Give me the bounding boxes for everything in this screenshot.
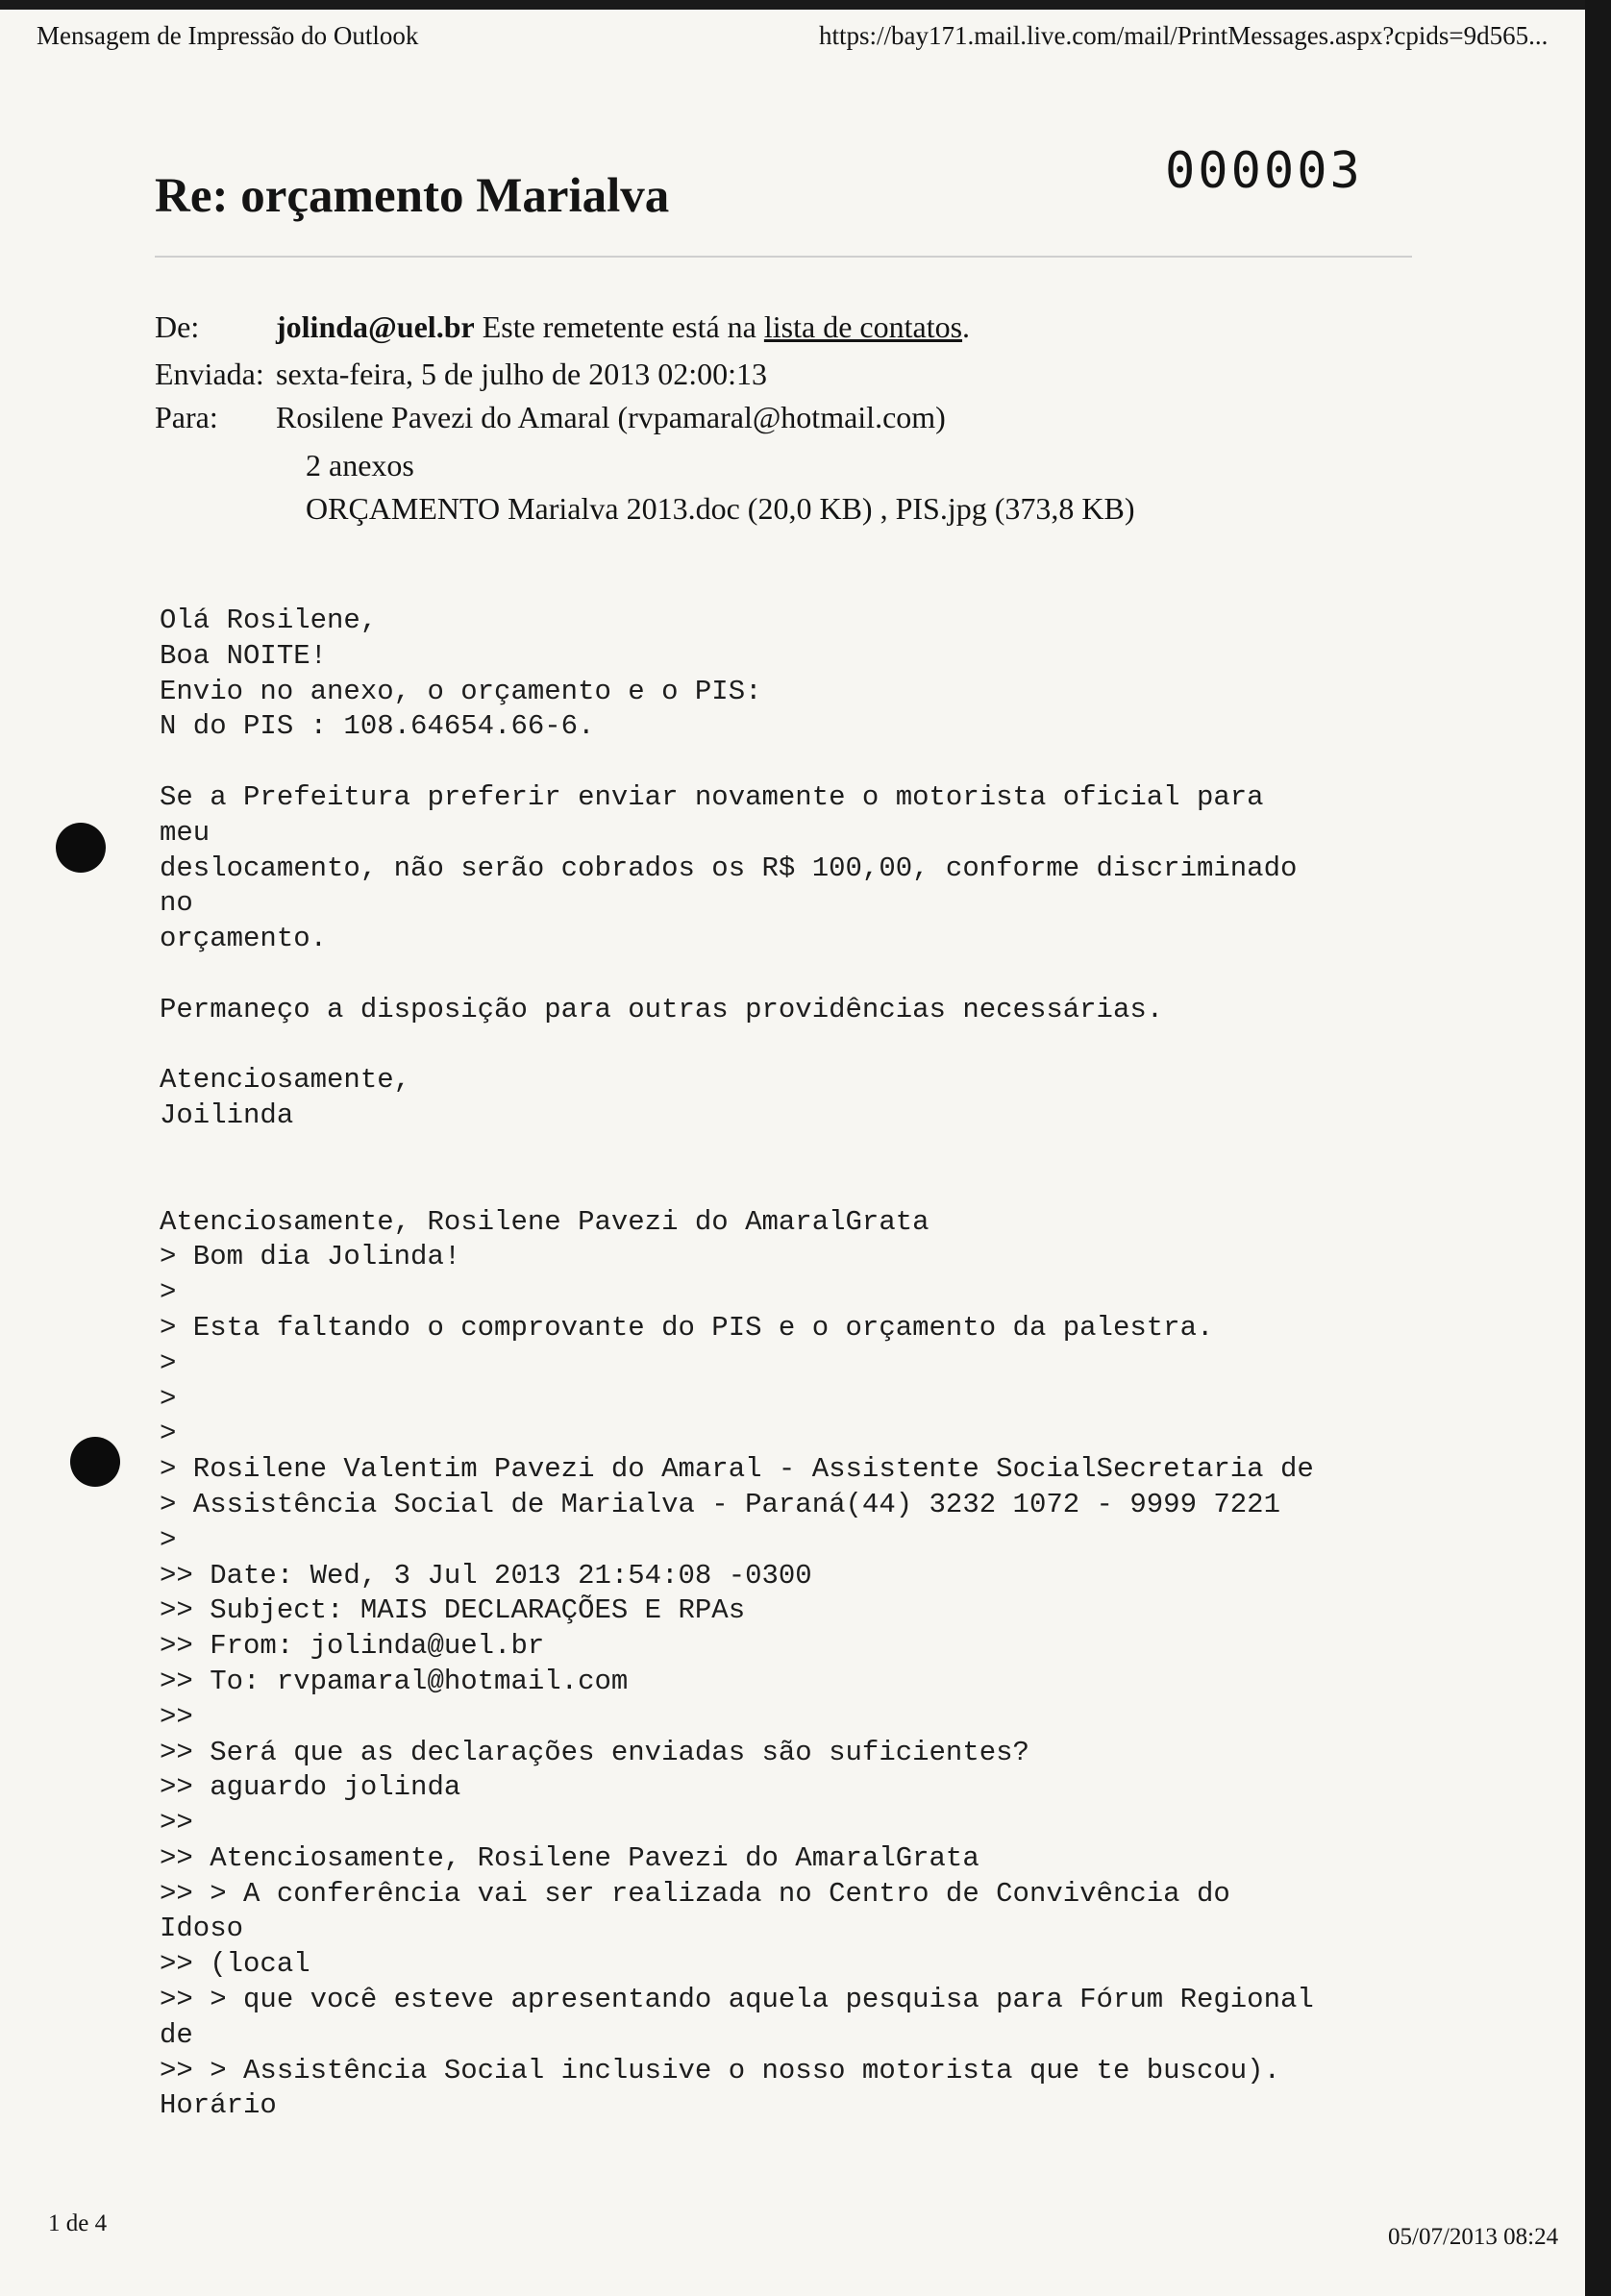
body-line: >> Subject: MAIS DECLARAÇÕES E RPAs <box>160 1594 746 1627</box>
scan-border-right <box>1585 0 1611 2296</box>
scan-border-top <box>0 0 1611 10</box>
body-line: Atenciosamente, Rosilene Pavezi do AmaralGrata <box>160 1205 929 1238</box>
body-line: > <box>160 1382 177 1415</box>
punch-hole-bottom <box>70 1437 120 1487</box>
message-body <box>160 604 1314 2124</box>
body-line: >> <box>160 1700 193 1733</box>
body-line: >> aguardo jolinda <box>160 1771 461 1804</box>
punch-hole-top <box>56 823 106 873</box>
document-number-stamp: 000003 <box>1165 142 1363 200</box>
body-line: >> From: jolinda@uel.br <box>160 1630 545 1663</box>
body-line: Permaneço a disposição para outras providências necessárias. <box>160 993 1164 1025</box>
body-line: >> Atenciosamente, Rosilene Pavezi do AmaralGrata <box>160 1841 979 1874</box>
body-line: > <box>160 1346 177 1379</box>
from-label: De: <box>155 309 200 344</box>
body-line: >> > que você esteve apresentando aquela pesquisa para Fórum Regional <box>160 1984 1314 2016</box>
body-line: de <box>160 2018 193 2051</box>
body-line: >> Date: Wed, 3 Jul 2013 21:54:08 -0300 <box>160 1559 812 1592</box>
body-line: >> Será que as declarações enviadas são suficientes? <box>160 1736 1029 1768</box>
page-number: 1 de 4 <box>48 2210 108 2236</box>
body-line: Idoso <box>160 1913 244 1945</box>
body-line <box>160 1028 1314 1064</box>
to-label: Para: <box>155 400 218 434</box>
from-note-suffix: . <box>962 309 971 344</box>
body-line: > <box>160 1276 177 1309</box>
body-line: N do PIS : 108.64654.66-6. <box>160 710 595 743</box>
body-line <box>160 1170 1314 1205</box>
body-line: >> To: rvpamaral@hotmail.com <box>160 1665 629 1697</box>
body-line: > Bom dia Jolinda! <box>160 1241 461 1273</box>
body-line <box>160 1134 1314 1170</box>
body-line: > Rosilene Valentim Pavezi do Amaral - Assistente SocialSecretaria de <box>160 1453 1314 1486</box>
body-line: Se a Prefeitura preferir enviar novamente o motorista oficial para <box>160 780 1264 813</box>
body-line: Joilinda <box>160 1099 294 1132</box>
body-line: > Esta faltando o comprovante do PIS e o orçamento da palestra. <box>160 1311 1214 1344</box>
sent-value: sexta-feira, 5 de julho de 2013 02:00:13 <box>276 357 767 391</box>
from-note-prefix: Este remetente está na <box>482 309 756 344</box>
body-line: > <box>160 1523 177 1556</box>
body-line: Horário <box>160 2089 277 2122</box>
sent-label: Enviada: <box>155 357 264 391</box>
body-line: meu <box>160 816 211 849</box>
from-address: jolinda@uel.br <box>276 309 475 344</box>
print-header-title: Mensagem de Impressão do Outlook <box>37 21 419 50</box>
body-line <box>160 745 1314 780</box>
body-line: no <box>160 887 193 920</box>
contact-list-link[interactable]: lista de contatos <box>763 309 963 344</box>
body-line: orçamento. <box>160 923 328 955</box>
body-line: Boa NOITE! <box>160 639 328 672</box>
body-line <box>160 957 1314 993</box>
body-line: Envio no anexo, o orçamento e o PIS: <box>160 675 762 707</box>
print-datetime: 05/07/2013 08:24 <box>1388 2224 1559 2250</box>
body-line: > <box>160 1418 177 1450</box>
message-subject: Re: orçamento Marialva <box>155 169 670 223</box>
print-header-url: https://bay171.mail.live.com/mail/PrintMessages.aspx?cpids=9d565... <box>819 21 1549 50</box>
to-value: Rosilene Pavezi do Amaral (rvpamaral@hotmail.com) <box>276 400 946 434</box>
title-divider <box>155 256 1412 258</box>
from-line <box>276 309 970 345</box>
body-line: >> > A conferência vai ser realizada no Centro de Convivência do <box>160 1877 1230 1910</box>
attachments-list[interactable]: ORÇAMENTO Marialva 2013.doc (20,0 KB) , PIS.jpg (373,8 KB) <box>306 491 1135 526</box>
body-line: > Assistência Social de Marialva - Paraná(44) 3232 1072 - 9999 7221 <box>160 1488 1280 1520</box>
body-line: >> > Assistência Social inclusive o nosso motorista que te buscou). <box>160 2054 1280 2086</box>
body-line: Olá Rosilene, <box>160 605 378 636</box>
body-line: deslocamento, não serão cobrados os R$ 100,00, conforme discriminado <box>160 852 1298 884</box>
attachments-count: 2 anexos <box>306 448 414 482</box>
body-line: Atenciosamente, <box>160 1064 411 1097</box>
body-line: >> (local <box>160 1948 310 1981</box>
body-line: >> <box>160 1807 193 1839</box>
